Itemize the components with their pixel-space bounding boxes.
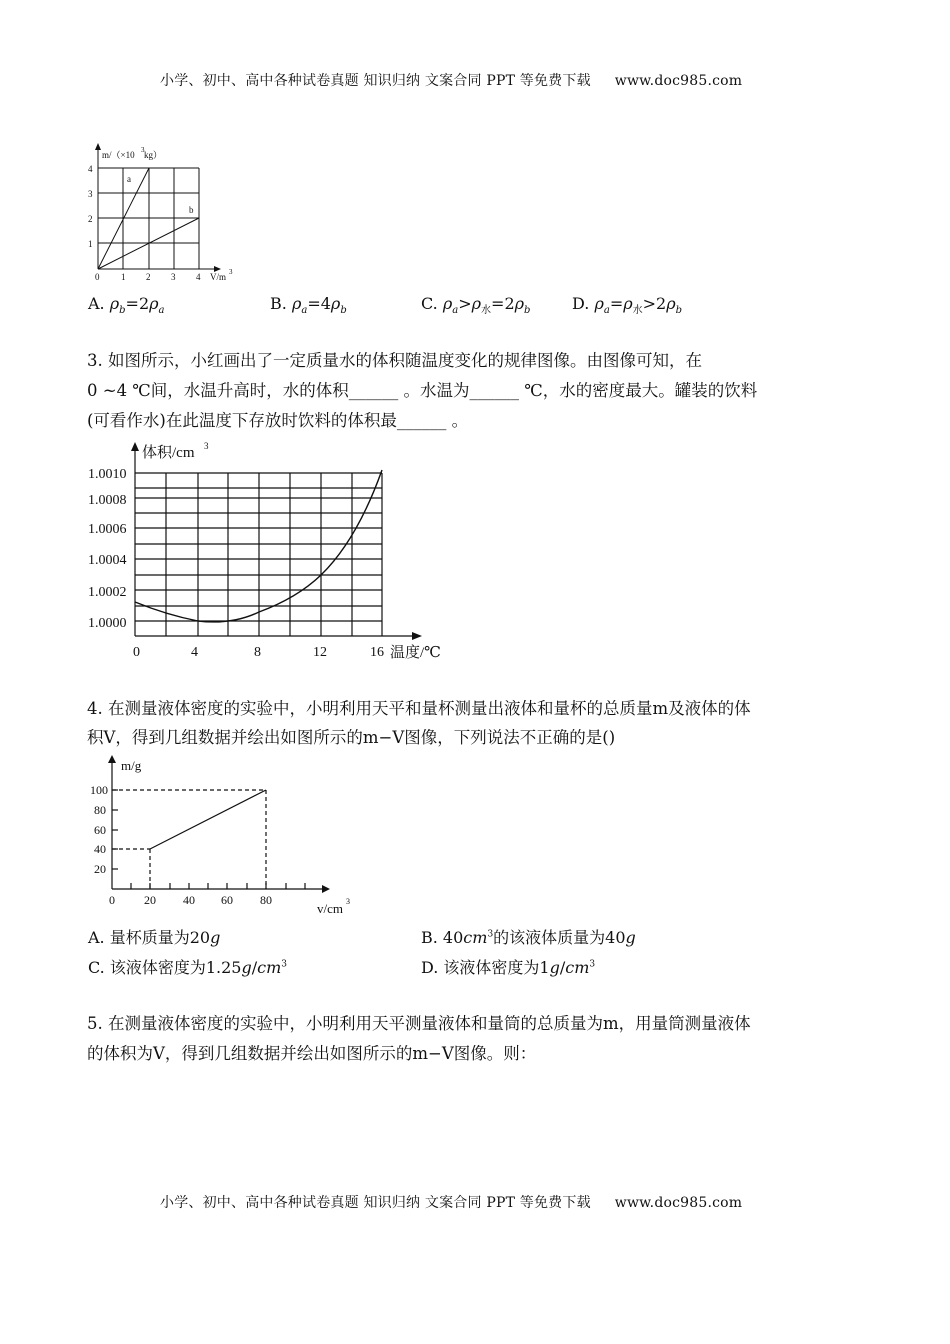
q4-option-a[interactable]: A. 量杯质量为20g — [88, 928, 221, 947]
svg-text:40: 40 — [94, 842, 106, 856]
svg-text:0: 0 — [109, 893, 115, 907]
svg-text:1.0000: 1.0000 — [88, 616, 127, 631]
svg-text:40: 40 — [183, 893, 195, 907]
svg-text:80: 80 — [94, 803, 106, 817]
svg-text:4: 4 — [196, 272, 201, 282]
q2-option-a[interactable]: A. $\rho_b=2\rho_a$ — [88, 294, 165, 317]
q4-option-c[interactable]: C. 该液体密度为$1.25g/cm^3$ — [88, 958, 287, 977]
chart-mass-volume-ab — [82, 142, 252, 287]
svg-text:3: 3 — [229, 268, 233, 276]
chart-m-v — [82, 752, 362, 917]
q2-option-d[interactable]: D. $\rho_a=\rho_水>2\rho_b$ — [572, 294, 683, 317]
svg-text:8: 8 — [254, 645, 261, 660]
q2-option-c[interactable]: C. $\rho_a>\rho_水=2\rho_b$ — [421, 294, 531, 317]
q4-option-d[interactable]: D. 该液体密度为$1g/cm^3$ — [421, 958, 596, 977]
q3-line-2: 0 ~4 ℃间，水温升高时，水的体积______ 。水温为______ ℃，水的密度最大。罐装的饮料 — [87, 381, 758, 400]
svg-text:m/g: m/g — [121, 758, 142, 773]
q2-option-b[interactable]: B. $\rho_a=4\rho_b$ — [270, 294, 347, 317]
svg-text:m/（×10: m/（×10 — [102, 150, 135, 160]
svg-text:1: 1 — [88, 239, 93, 249]
svg-text:0: 0 — [95, 272, 100, 282]
svg-text:v/cm: v/cm — [317, 901, 343, 916]
svg-text:4: 4 — [88, 164, 93, 174]
q4-option-b[interactable]: B. $40cm^3$的该液体质量为40g — [421, 928, 636, 947]
svg-text:3: 3 — [204, 441, 209, 451]
svg-text:2: 2 — [88, 214, 93, 224]
svg-text:1: 1 — [121, 272, 126, 282]
svg-text:12: 12 — [313, 645, 327, 660]
svg-text:3: 3 — [346, 897, 350, 906]
header-text: 小学、初中、高中各种试卷真题 知识归纳 文案合同 PPT 等免费下载 — [160, 73, 591, 89]
svg-text:60: 60 — [221, 893, 233, 907]
page-footer — [160, 1192, 800, 1212]
svg-text:kg）: kg） — [144, 150, 163, 160]
q4-line-2: 积V，得到几组数据并绘出如图所示的m−V图像，下列说法不正确的是() — [87, 728, 616, 747]
q3-line-3: (可看作水)在此温度下存放时饮料的体积最______ 。 — [87, 411, 469, 430]
svg-text:3: 3 — [171, 272, 176, 282]
svg-text:3: 3 — [88, 189, 93, 199]
header-url[interactable]: www.doc985.com — [614, 73, 743, 89]
svg-text:3: 3 — [141, 146, 145, 154]
series-label-a: a — [127, 174, 131, 184]
chart-volume-temperature — [82, 440, 462, 665]
svg-text:4: 4 — [191, 645, 198, 660]
svg-text:20: 20 — [144, 893, 156, 907]
svg-text:体积/cm: 体积/cm — [142, 445, 195, 461]
footer-url[interactable]: www.doc985.com — [614, 1195, 743, 1211]
svg-text:16: 16 — [370, 645, 384, 660]
q5-line-2: 的体积为V，得到几组数据并绘出如图所示的m−V图像。则： — [87, 1044, 537, 1063]
svg-text:20: 20 — [94, 862, 106, 876]
svg-text:0: 0 — [133, 645, 140, 660]
svg-text:温度/℃: 温度/℃ — [390, 645, 441, 661]
svg-text:60: 60 — [94, 823, 106, 837]
svg-text:100: 100 — [90, 783, 108, 797]
footer-text: 小学、初中、高中各种试卷真题 知识归纳 文案合同 PPT 等免费下载 — [160, 1195, 591, 1211]
svg-text:V/m: V/m — [210, 272, 227, 282]
svg-text:2: 2 — [146, 272, 151, 282]
svg-text:1.0002: 1.0002 — [88, 585, 127, 600]
svg-text:1.0004: 1.0004 — [88, 553, 127, 568]
q4-line-1: 4. 在测量液体密度的实验中，小明利用天平和量杯测量出液体和量杯的总质量m及液体的体 — [87, 699, 751, 718]
svg-text:1.0010: 1.0010 — [88, 467, 127, 482]
series-label-b: b — [189, 205, 194, 215]
q5-line-1: 5. 在测量液体密度的实验中，小明利用天平测量液体和量筒的总质量为m，用量筒测量液体 — [87, 1014, 751, 1033]
svg-text:1.0006: 1.0006 — [88, 522, 127, 537]
page-header — [160, 70, 800, 90]
svg-text:1.0008: 1.0008 — [88, 493, 127, 508]
q3-line-1: 3. 如图所示，小红画出了一定质量水的体积随温度变化的规律图像。由图像可知，在 — [87, 351, 702, 370]
svg-text:80: 80 — [260, 893, 272, 907]
